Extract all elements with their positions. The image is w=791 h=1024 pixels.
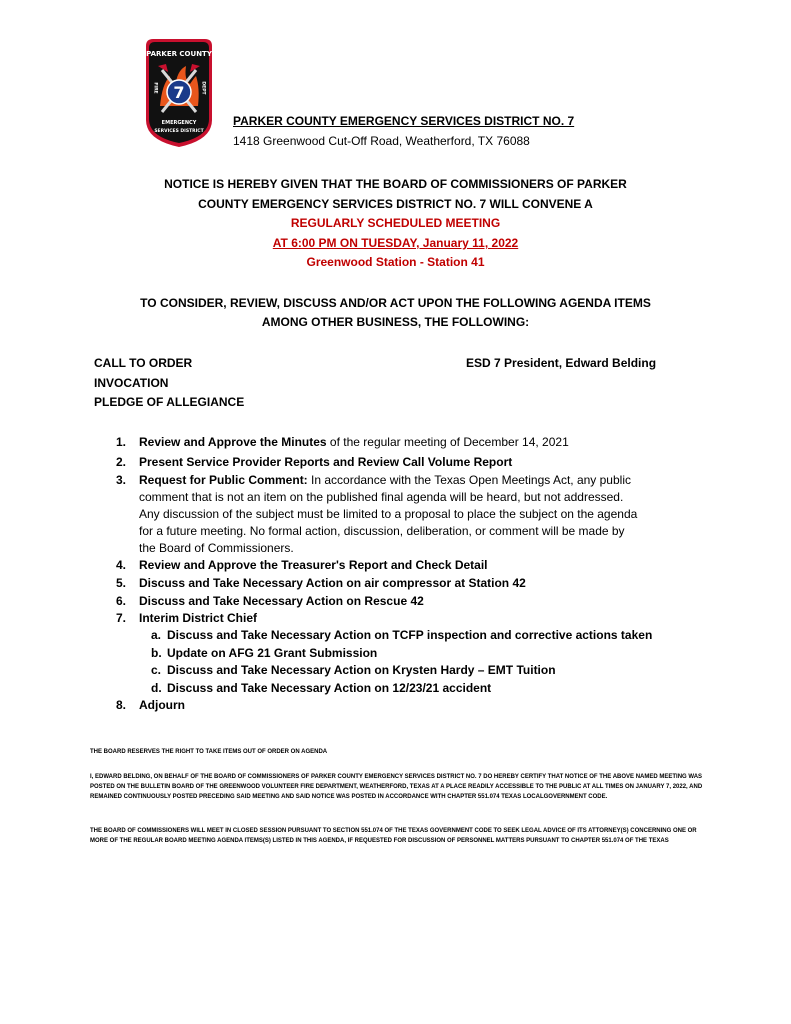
footer-reserve-rights: THE BOARD RESERVES THE RIGHT TO TAKE ITEMS OUT OF ORDER ON AGENDA xyxy=(90,749,328,755)
fire-department-badge-logo xyxy=(140,36,218,150)
agenda-item-2-title: Present Service Provider Reports and Review Call Volume Report xyxy=(139,455,513,469)
consider-line-1: TO CONSIDER, REVIEW, DISCUSS AND/OR ACT UPON THE FOLLOWING AGENDA ITEMS xyxy=(140,296,651,310)
agenda-item-7-title: Interim District Chief xyxy=(139,611,258,625)
agenda-item-7b-text: Update on AFG 21 Grant Submission xyxy=(167,646,378,660)
notice-line-1: NOTICE IS HEREBY GIVEN THAT THE BOARD OF COMMISSIONERS OF PARKER xyxy=(164,177,627,191)
agenda-item-3 xyxy=(139,473,631,487)
agenda-item-4-number: 4. xyxy=(116,558,127,572)
badge-number: 7 xyxy=(173,83,185,102)
badge-right-text: DEPT xyxy=(200,81,206,95)
agenda-item-6-number: 6. xyxy=(116,594,127,608)
agenda-item-1-rest: of the regular meeting of December 14, 2021 xyxy=(326,435,569,449)
agenda-item-5-title: Discuss and Take Necessary Action on air compressor at Station 42 xyxy=(139,576,526,590)
agenda-item-7a-letter: a. xyxy=(151,628,162,642)
agenda-item-7c-text: Discuss and Take Necessary Action on Krysten Hardy – EMT Tuition xyxy=(167,663,556,677)
agenda-item-8-number: 8. xyxy=(116,698,127,712)
president-name: ESD 7 President, Edward Belding xyxy=(466,356,657,370)
agenda-item-3-line-2: comment that is not an item on the published final agenda will be heard, but not addressed. xyxy=(139,490,624,504)
agenda-item-7c-letter: c. xyxy=(151,663,162,677)
organization-name: PARKER COUNTY EMERGENCY SERVICES DISTRICT NO. 7 xyxy=(233,114,575,128)
agenda-item-5-number: 5. xyxy=(116,576,127,590)
agenda-item-7b-letter: b. xyxy=(151,646,162,660)
agenda-item-7d-letter: d. xyxy=(151,681,162,695)
agenda-item-3-line-4: for a future meeting. No formal action, discussion, deliberation, or comment will be made by xyxy=(139,524,625,538)
agenda-item-3-line-3: Any discussion of the subject must be limited to a proposal to place the subject on the agenda xyxy=(139,507,638,521)
invocation: INVOCATION xyxy=(94,376,169,390)
footer-closed-session: THE BOARD OF COMMISSIONERS WILL MEET IN CLOSED SESSION PURSUANT TO SECTION 551.074 OF THE TEXAS GOVERNMENT CODE TO SEEK LEGAL ADVICE OF ITS ATTORNEY(S) CONCERNING ONE OR MORE OF THE REGULAR BOARD MEETING AGENDA ITEMS(S) LISTED IN THIS AGENDA, IF REQUESTED FOR DISCUSSION OF PERSONNEL MATTERS PURSUANT TO CHAPTER 551.074 OF THE TEXAS xyxy=(90,828,697,844)
agenda-item-3-rest: In accordance with the Texas Open Meetings Act, any public xyxy=(307,473,631,487)
pledge-of-allegiance: PLEDGE OF ALLEGIANCE xyxy=(94,395,245,409)
agenda-item-8-title: Adjourn xyxy=(139,698,185,712)
meeting-location: Greenwood Station - Station 41 xyxy=(306,255,485,269)
badge-left-text: FIRE xyxy=(152,82,158,94)
agenda-item-7d-text: Discuss and Take Necessary Action on 12/23/21 accident xyxy=(167,681,492,695)
agenda-item-7-number: 7. xyxy=(116,611,127,625)
agenda-item-6-title: Discuss and Take Necessary Action on Rescue 42 xyxy=(139,594,424,608)
meeting-type: REGULARLY SCHEDULED MEETING xyxy=(290,216,501,230)
footer-certification: I, EDWARD BELDING, ON BEHALF OF THE BOARD OF COMMISSIONERS OF PARKER COUNTY EMERGENCY SERVICES DISTRICT NO. 7 DO HEREBY CERTIFY THAT NOTICE OF THE ABOVE NAMED MEETING WAS POSTED ON THE BULLETIN BOARD OF THE GREENWOOD VOLUNTEER FIRE DEPARTMENT, WEATHERFORD, TEXAS AT A PLACE READILY ACCESSIBLE TO THE PUBLIC AT ALL TIMES ON JANUARY 7, 2022, AND REMAINED CONTINUOUSLY POSTED PRECEDING SAID MEETING AND SAID NOTICE WAS POSTED IN ACCORDANCE WITH CHAPTER 551.074 TEXAS LOCALGOVERNMENT CODE. xyxy=(90,774,703,800)
badge-bottom-line1: EMERGENCY xyxy=(161,120,197,126)
badge-bottom-line2: SERVICES DISTRICT xyxy=(154,129,204,134)
agenda-item-1 xyxy=(139,435,569,449)
meeting-time: AT 6:00 PM ON TUESDAY, January 11, 2022 xyxy=(272,236,519,250)
agenda-item-1-title: Review and Approve the Minutes xyxy=(139,435,327,449)
call-to-order: CALL TO ORDER xyxy=(94,356,193,370)
agenda-item-3-number: 3. xyxy=(116,473,127,487)
agenda-item-2-number: 2. xyxy=(116,455,127,469)
agenda-item-3-title: Request for Public Comment: xyxy=(139,473,308,487)
organization-address: 1418 Greenwood Cut-Off Road, Weatherford, TX 76088 xyxy=(233,134,530,148)
notice-line-2: COUNTY EMERGENCY SERVICES DISTRICT NO. 7 WILL CONVENE A xyxy=(198,197,593,211)
agenda-item-4-title: Review and Approve the Treasurer's Report and Check Detail xyxy=(139,558,488,572)
badge-top-text: PARKER COUNTY xyxy=(146,50,212,58)
agenda-item-3-line-5: the Board of Commissioners. xyxy=(139,541,294,555)
agenda-item-1-number: 1. xyxy=(116,435,127,449)
consider-line-2: AMONG OTHER BUSINESS, THE FOLLOWING: xyxy=(261,315,530,329)
agenda-item-7a-text: Discuss and Take Necessary Action on TCFP inspection and corrective actions taken xyxy=(167,628,653,642)
